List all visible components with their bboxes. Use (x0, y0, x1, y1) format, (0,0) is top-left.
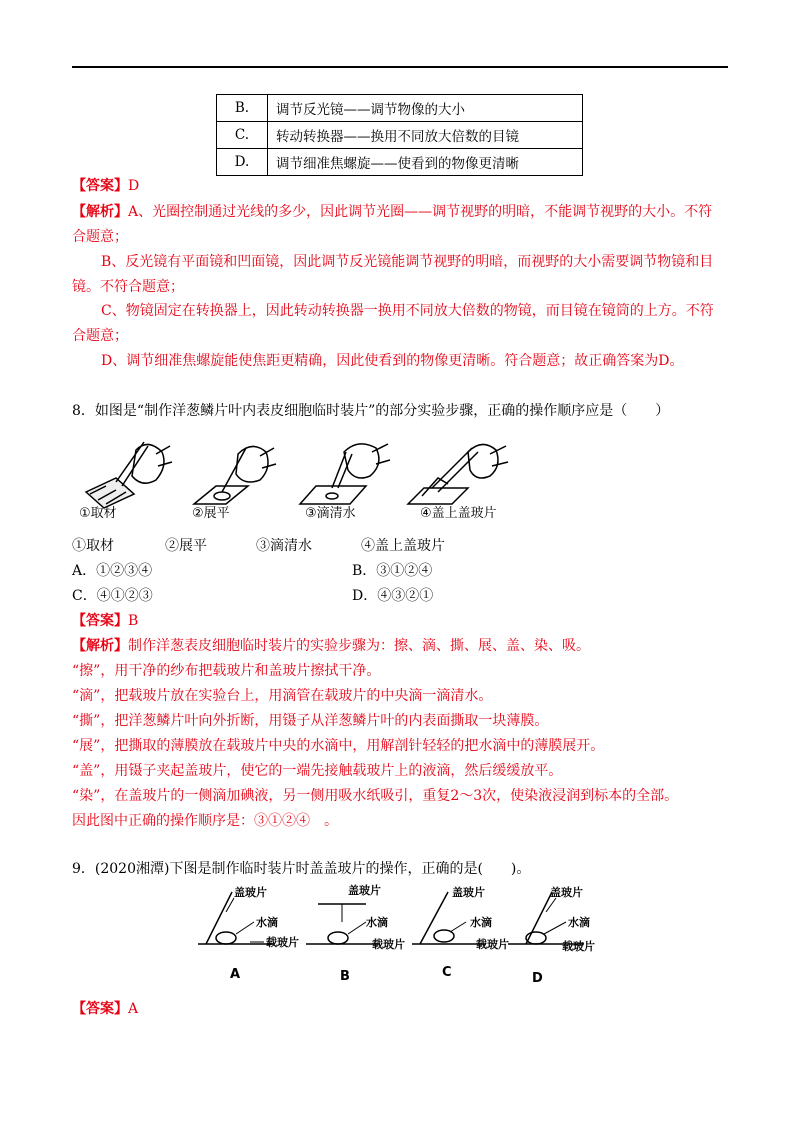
answer-tag: 【答案】 (72, 613, 128, 629)
label-cover: 盖玻片 (348, 884, 381, 897)
analysis-tag: 【解析】 (72, 638, 128, 654)
q8-analysis-line: “擦”，用干净的纱布把载玻片和盖玻片擦拭干净。 (72, 663, 381, 679)
q8-analysis-line: “盖”，用镊子夹起盖玻片，使它的一端先接触载玻片上的液滴，然后缓缓放平。 (72, 763, 563, 779)
diagram-b (306, 883, 405, 984)
diagram-letter: A (230, 967, 241, 982)
q9-question: 9．(2020湘潭)下图是制作临时装片时盖盖玻片的操作，正确的是( )。 (72, 861, 531, 877)
answer-tag: 【答案】 (72, 1001, 128, 1017)
analysis-tag: 【解析】 (72, 204, 128, 220)
q8-analysis-line: “展”，把撕取的薄膜放在载玻片中央的水滴中，用解剖针轻轻的把水滴中的薄膜展开。 (72, 738, 605, 754)
label-cover: 盖玻片 (550, 886, 583, 899)
q8-answer (72, 610, 138, 632)
q8-option-a: A．①②③④ (72, 563, 153, 579)
q8-analysis-line: “染”，在盖玻片的一侧滴加碘液，另一侧用吸水纸吸引，重复2～3次，使染液浸润到标本的全部。 (72, 788, 679, 804)
q8-analysis-line: 因此图中正确的操作顺序是：③①②④ 。 (72, 813, 338, 829)
q8-analysis-line: “撕”，把洋葱鳞片叶向外折断，用镊子从洋葱鳞片叶的内表面撕取一块薄膜。 (72, 713, 549, 729)
table-row (217, 95, 583, 122)
q8-step: ④盖上盖玻片 (361, 538, 445, 554)
option-letter: D. (217, 149, 268, 176)
diagram-letter: C (442, 965, 452, 980)
label-cover: 盖玻片 (234, 886, 267, 899)
figure-label: ②展平 (192, 506, 230, 521)
q9-answer (72, 998, 138, 1020)
q7-analysis-line: 镜。不符合题意； (72, 279, 184, 295)
label-drop: 水滴 (256, 916, 278, 929)
q7-answer (72, 175, 139, 197)
q8-step: ③滴清水 (256, 538, 312, 554)
answer-value: D (128, 178, 140, 194)
label-slide: 载玻片 (562, 940, 595, 953)
label-slide: 载玻片 (476, 938, 509, 951)
answer-value: B (128, 613, 139, 629)
sketch-qucai (86, 442, 172, 508)
option-letter: B. (217, 95, 268, 122)
label-slide: 载玻片 (372, 938, 405, 951)
q7-analysis-line: B、反光镜有平面镜和凹面镜，因此调节反光镜能调节视野的明暗，而视野的大小需要调节物镜和目 (101, 254, 714, 270)
diagram-letter: D (532, 971, 543, 986)
diagram-a (198, 885, 299, 982)
label-cover: 盖玻片 (452, 886, 485, 899)
q7-analysis-line: D、调节细准焦螺旋能使焦距更精确，因此使看到的物像更清晰。符合题意；故正确答案为D。 (101, 353, 684, 369)
label-slide: 载玻片 (266, 936, 299, 949)
option-text: 转动转换器——换用不同放大倍数的目镜 (268, 122, 583, 149)
diagram-c (412, 885, 509, 980)
answer-value: A (128, 1001, 139, 1017)
q8-option-c: C．④①②③ (72, 588, 153, 604)
sketch-diqingshui (300, 444, 390, 504)
sketch-gaigaipian (408, 444, 508, 504)
q8-question: 8．如图是“制作洋葱鳞片叶内表皮细胞临时装片”的部分实验步骤，正确的操作顺序应是（ ） (72, 403, 670, 419)
q8-step: ②展平 (165, 538, 207, 554)
label-drop: 水滴 (470, 916, 492, 929)
diagram-d (508, 885, 595, 986)
option-text: 调节反光镜——调节物像的大小 (268, 95, 583, 122)
option-text: 调节细准焦螺旋——使看到的物像更清晰 (268, 149, 583, 176)
option-letter: C. (217, 122, 268, 149)
figure-label: ④盖上盖玻片 (420, 506, 497, 521)
diagram-letter: B (340, 969, 350, 984)
figure-label: ①取材 (79, 506, 117, 521)
options-table (216, 94, 583, 176)
q8-option-d: D．④③②① (352, 588, 434, 604)
q8-analysis-line: “滴”，把载玻片放在实验台上，用滴管在载玻片的中央滴一滴清水。 (72, 688, 493, 704)
q7-analysis-line: 合题意； (72, 229, 128, 245)
answer-tag: 【答案】 (72, 178, 128, 194)
table-row (217, 149, 583, 176)
q8-analysis-line: 【解析】制作洋葱表皮细胞临时装片的实验步骤为：擦、滴、撕、展、盖、染、吸。 (72, 638, 590, 654)
sketch-zhanping (194, 446, 276, 504)
label-drop: 水滴 (568, 916, 590, 929)
table-row (217, 122, 583, 149)
q8-step: ①取材 (72, 538, 114, 554)
q8-option-b: B．③①②④ (352, 563, 433, 579)
q7-analysis-line: C、物镜固定在转换器上，因此转动转换器一换用不同放大倍数的物镜，而目镜在镜筒的上方。不符 (101, 303, 714, 319)
q9-figure (190, 882, 610, 992)
figure-label: ③滴清水 (305, 506, 356, 521)
q7-analysis-line: 合题意； (72, 328, 128, 344)
header-rule (72, 66, 728, 68)
q7-analysis-line: 【解析】A、光圈控制通过光线的多少，因此调节光圈——调节视野的明暗，不能调节视野的大小。不符 (72, 204, 713, 220)
label-drop: 水滴 (366, 916, 388, 929)
